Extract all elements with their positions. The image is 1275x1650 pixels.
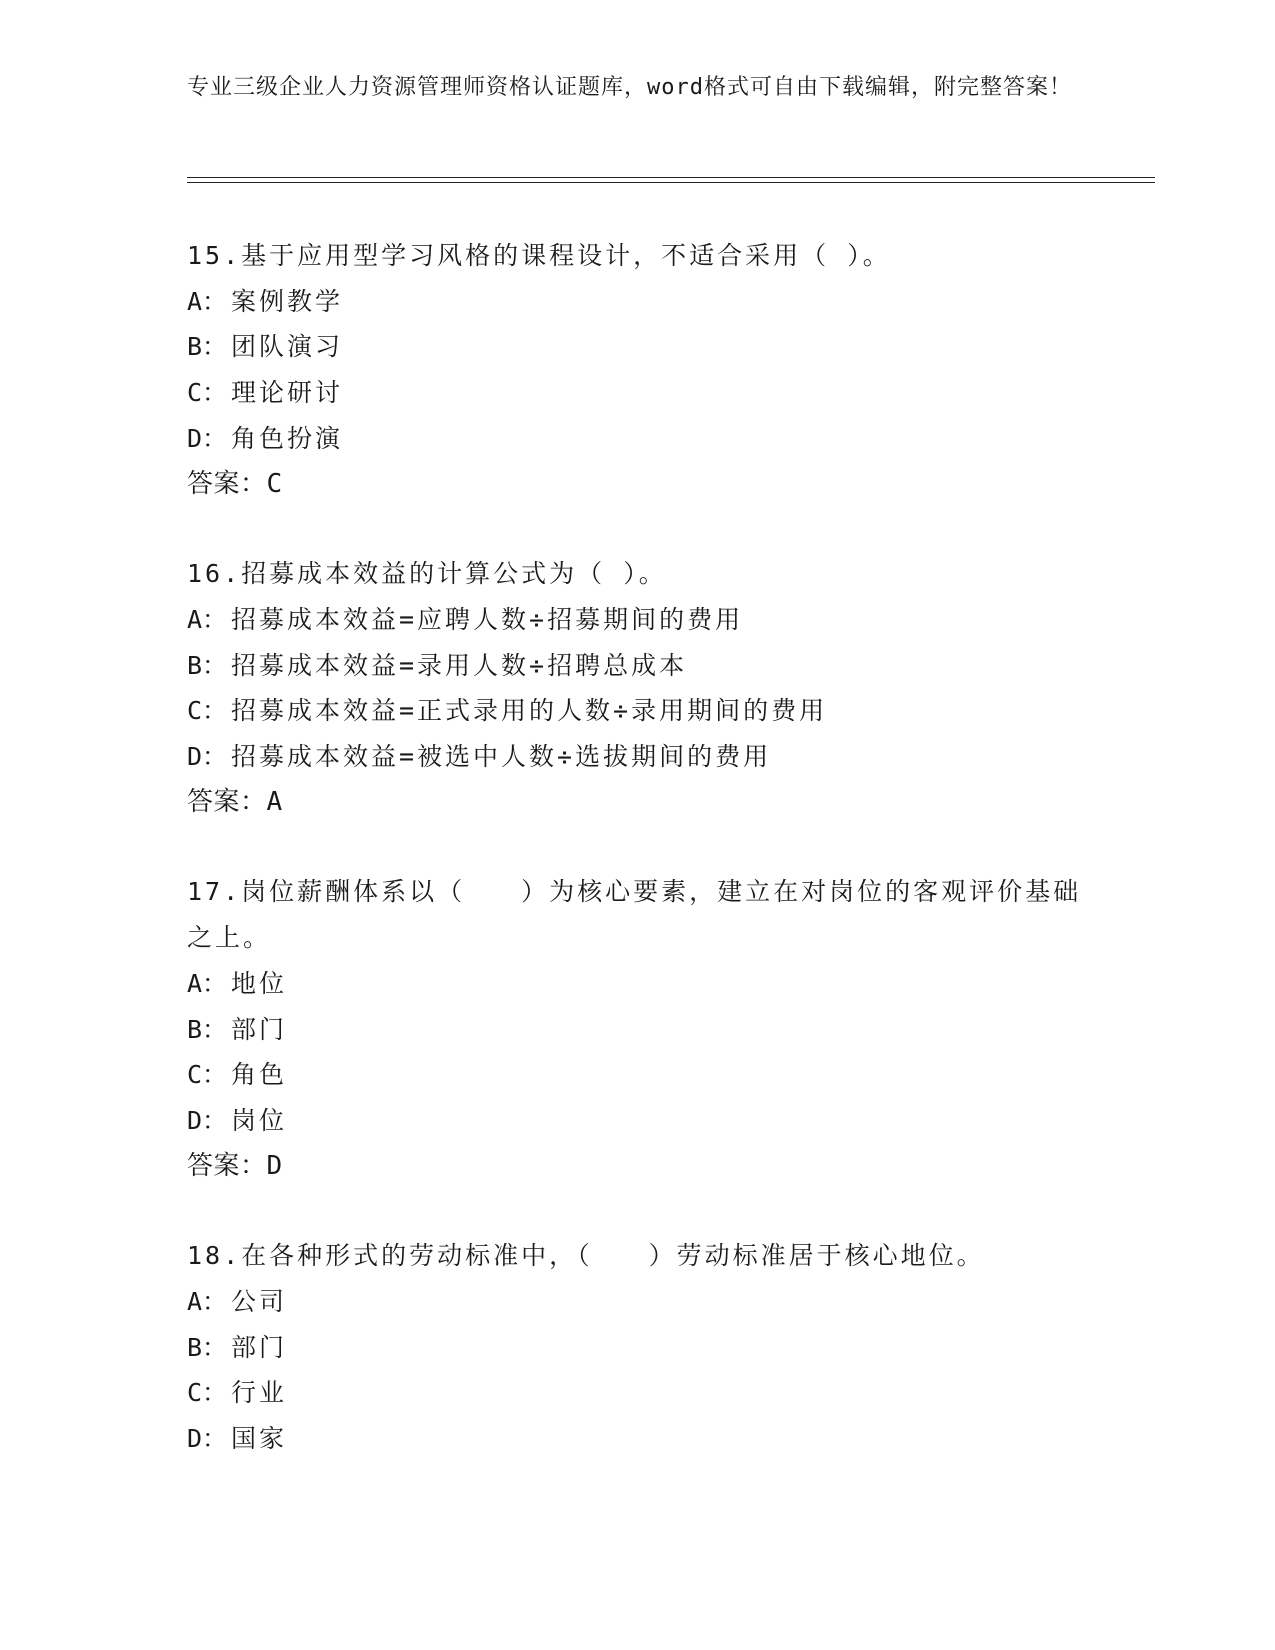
- option-a: [187, 279, 1087, 325]
- option-key: B：: [187, 650, 228, 680]
- option-text: 公司: [231, 1287, 288, 1317]
- option-text: 地位: [231, 968, 288, 998]
- option-text: 团队演习: [231, 332, 344, 362]
- option-d: [187, 1416, 1087, 1462]
- answer-line: [187, 780, 1087, 826]
- option-key: A：: [187, 286, 228, 316]
- question-item: [187, 869, 1087, 1189]
- option-key: D：: [187, 1424, 228, 1454]
- question-stem: 18.在各种形式的劳动标准中，（ ）劳动标准居于核心地位。: [187, 1241, 985, 1271]
- option-b: [187, 1007, 1087, 1053]
- option-key: A：: [187, 968, 228, 998]
- answer-value: D: [266, 1150, 283, 1181]
- option-text: 角色: [231, 1060, 288, 1090]
- option-text: 招募成本效益=正式录用的人数÷录用期间的费用: [231, 696, 828, 726]
- question-stem: 15.基于应用型学习风格的课程设计，不适合采用（ ）。: [187, 241, 891, 270]
- option-key: D：: [187, 1105, 228, 1135]
- option-text: 部门: [231, 1014, 288, 1044]
- answer-label: 答案：: [187, 1150, 267, 1181]
- option-a: [187, 961, 1087, 1007]
- option-text: 部门: [231, 1332, 288, 1362]
- option-key: B：: [187, 1014, 228, 1044]
- option-d: [187, 416, 1087, 462]
- option-d: [187, 734, 1087, 780]
- option-key: D：: [187, 742, 228, 772]
- option-key: A：: [187, 1287, 228, 1317]
- option-text: 国家: [231, 1424, 288, 1454]
- option-key: C：: [187, 378, 228, 408]
- option-c: [187, 370, 1087, 416]
- answer-value: C: [266, 468, 283, 499]
- question-stem: 17.岗位薪酬体系以（ ）为核心要素，建立在对岗位的客观评价基础之上。: [187, 877, 1082, 953]
- option-c: [187, 688, 1087, 734]
- question-stem: 16.招募成本效益的计算公式为（ ）。: [187, 559, 667, 589]
- answer-label: 答案：: [187, 468, 267, 499]
- answer-label: 答案：: [187, 786, 267, 817]
- option-text: 岗位: [231, 1105, 288, 1135]
- option-a: [187, 1279, 1087, 1325]
- option-b: [187, 324, 1087, 370]
- option-text: 招募成本效益=被选中人数÷选拔期间的费用: [231, 742, 772, 772]
- question-list: [187, 233, 1087, 1506]
- header-divider: [187, 177, 1155, 178]
- option-key: B：: [187, 1332, 228, 1362]
- option-c: [187, 1052, 1087, 1098]
- answer-value: A: [266, 786, 283, 817]
- question-item: [187, 551, 1087, 825]
- option-text: 招募成本效益=应聘人数÷招募期间的费用: [231, 604, 744, 634]
- answer-line: [187, 462, 1087, 508]
- option-b: [187, 1325, 1087, 1371]
- question-item: [187, 1233, 1087, 1462]
- question-item: [187, 233, 1087, 507]
- option-key: A：: [187, 604, 228, 634]
- header-divider: [187, 182, 1155, 183]
- option-key: C：: [187, 1060, 228, 1090]
- option-text: 招募成本效益=录用人数÷招聘总成本: [231, 650, 688, 680]
- option-key: C：: [187, 696, 228, 726]
- answer-line: [187, 1144, 1087, 1190]
- option-text: 案例教学: [231, 286, 344, 316]
- option-key: C：: [187, 1378, 228, 1408]
- document-header: 专业三级企业人力资源管理师资格认证题库，word格式可自由下载编辑，附完整答案！: [187, 75, 1072, 100]
- option-d: [187, 1098, 1087, 1144]
- option-text: 角色扮演: [231, 423, 344, 453]
- option-text: 理论研讨: [231, 378, 344, 408]
- option-b: [187, 643, 1087, 689]
- option-c: [187, 1370, 1087, 1416]
- option-key: D：: [187, 423, 228, 453]
- option-key: B：: [187, 332, 228, 362]
- option-a: [187, 597, 1087, 643]
- option-text: 行业: [231, 1378, 288, 1408]
